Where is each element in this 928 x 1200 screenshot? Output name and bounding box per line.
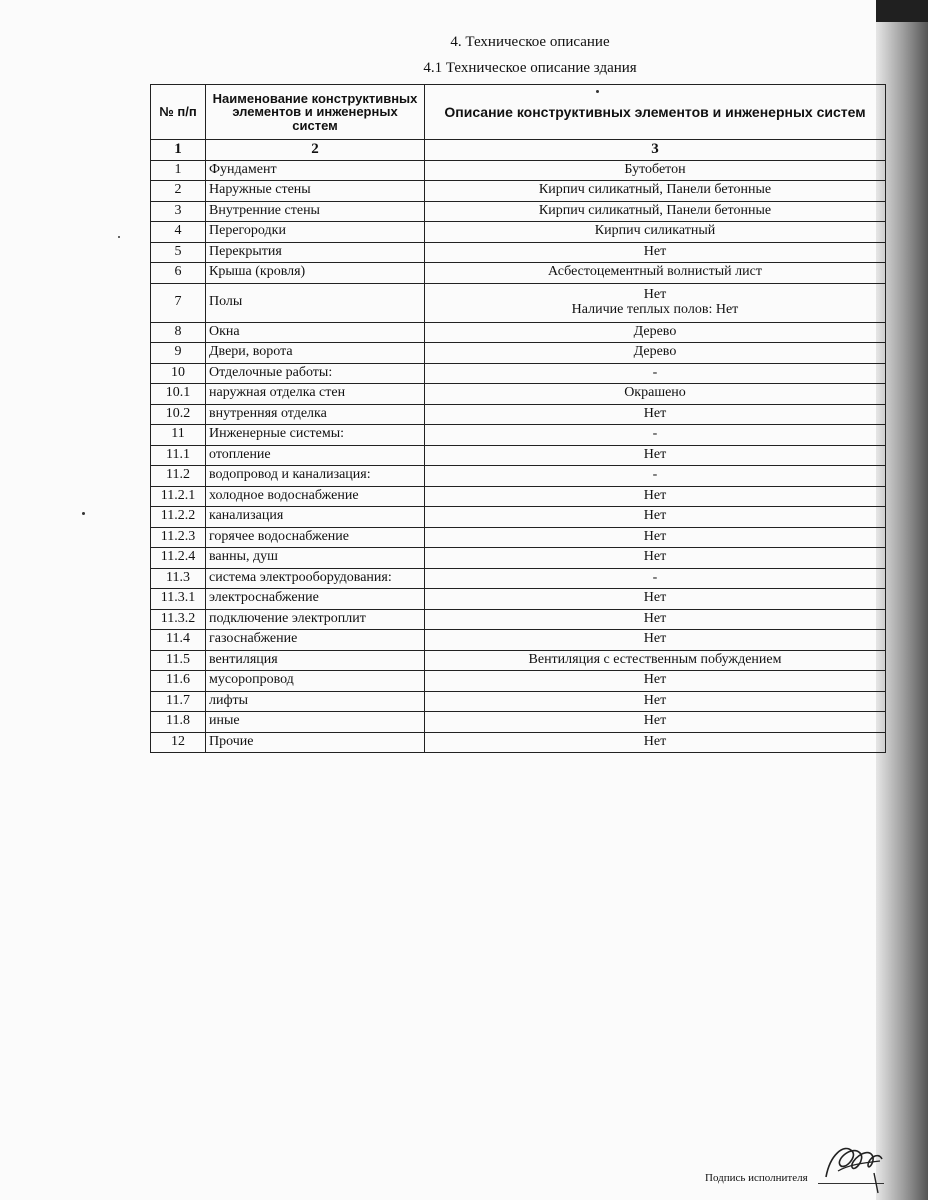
row-number: 5: [151, 242, 206, 263]
row-number: 1: [151, 160, 206, 181]
technical-description-table: [150, 84, 886, 753]
scan-speck: [596, 90, 599, 93]
table-row: [151, 691, 886, 712]
row-number: 11.2.2: [151, 507, 206, 528]
description-text: Нет: [643, 528, 667, 544]
table-row: [151, 568, 886, 589]
description-text: Окрашено: [624, 385, 686, 401]
description-text: Нет: [643, 610, 667, 626]
handwritten-signature: [818, 1125, 888, 1195]
description-text: Нет: [643, 243, 667, 259]
description-text: Вентиляция с естественным побуждением: [528, 651, 782, 667]
element-description: [425, 466, 886, 487]
row-number: 11.3.2: [151, 609, 206, 630]
table-row: [151, 609, 886, 630]
element-name: Фундамент: [206, 160, 425, 181]
element-name: Полы: [206, 283, 425, 322]
table-row: [151, 650, 886, 671]
element-name: система электрооборудования:: [206, 568, 425, 589]
subsection-title: 4.1 Техническое описание здания: [423, 60, 637, 76]
row-number: 4: [151, 222, 206, 243]
description-text: Нет: [643, 487, 667, 503]
row-number: 11.6: [151, 671, 206, 692]
row-number: 8: [151, 322, 206, 343]
row-number: 3: [151, 201, 206, 222]
row-number: 11: [151, 425, 206, 446]
section-title: 4. Техническое описание: [450, 34, 610, 50]
element-name: Прочие: [206, 732, 425, 753]
description-text: Кирпич силикатный: [594, 223, 716, 239]
element-name: отопление: [206, 445, 425, 466]
description-text: Нет: [643, 286, 667, 302]
element-name: лифты: [206, 691, 425, 712]
description-text: -: [652, 569, 658, 585]
table-row: [151, 507, 886, 528]
element-name: внутренняя отделка: [206, 404, 425, 425]
row-number: 12: [151, 732, 206, 753]
table-row: [151, 589, 886, 610]
element-name: ванны, душ: [206, 548, 425, 569]
scan-speck: [118, 236, 120, 238]
element-description: [425, 201, 886, 222]
row-number: 10.2: [151, 404, 206, 425]
element-description: [425, 609, 886, 630]
column-number: 2: [206, 140, 425, 161]
description-text: Нет: [643, 631, 667, 647]
description-text: Кирпич силикатный, Панели бетонные: [538, 202, 772, 218]
element-name: Внутренние стены: [206, 201, 425, 222]
signature-label: Подпись исполнителя: [705, 1172, 808, 1184]
element-description: [425, 486, 886, 507]
table-row: [151, 466, 886, 487]
element-description: [425, 322, 886, 343]
element-description: [425, 527, 886, 548]
element-description: [425, 160, 886, 181]
row-number: 11.7: [151, 691, 206, 712]
table-row: [151, 732, 886, 753]
element-description: [425, 384, 886, 405]
element-description: [425, 283, 886, 322]
table-header-row: [151, 85, 886, 140]
element-description: [425, 222, 886, 243]
row-number: 11.5: [151, 650, 206, 671]
description-text: Нет: [643, 446, 667, 462]
element-description: [425, 691, 886, 712]
element-description: [425, 445, 886, 466]
row-number: 6: [151, 263, 206, 284]
element-name: Отделочные работы:: [206, 363, 425, 384]
element-name: холодное водоснабжение: [206, 486, 425, 507]
element-description: [425, 650, 886, 671]
element-name: Окна: [206, 322, 425, 343]
column-number: 3: [425, 140, 886, 161]
element-description: [425, 507, 886, 528]
element-name: подключение электроплит: [206, 609, 425, 630]
row-number: 11.3: [151, 568, 206, 589]
scan-dark-corner: [876, 0, 928, 22]
row-number: 11.4: [151, 630, 206, 651]
element-name: Перегородки: [206, 222, 425, 243]
table-body: [151, 140, 886, 753]
table-row: [151, 384, 886, 405]
description-text: -: [652, 467, 658, 483]
element-name: газоснабжение: [206, 630, 425, 651]
element-name: иные: [206, 712, 425, 733]
element-name: Инженерные системы:: [206, 425, 425, 446]
description-text: Нет: [643, 672, 667, 688]
table-row: [151, 527, 886, 548]
column-number: 1: [151, 140, 206, 161]
element-description: [425, 425, 886, 446]
element-description: [425, 181, 886, 202]
description-text: Нет: [643, 713, 667, 729]
description-text: Кирпич силикатный, Панели бетонные: [538, 182, 772, 198]
element-name: Крыша (кровля): [206, 263, 425, 284]
table-row: [151, 712, 886, 733]
row-number: 10.1: [151, 384, 206, 405]
table-row: [151, 363, 886, 384]
table-row: [151, 630, 886, 651]
table-row: [151, 548, 886, 569]
row-number: 11.2.4: [151, 548, 206, 569]
description-text: Нет: [643, 692, 667, 708]
table-row: [151, 671, 886, 692]
description-text: -: [652, 426, 658, 442]
table-row: [151, 222, 886, 243]
description-text: Асбестоцементный волнистый лист: [548, 264, 762, 280]
table-row: [151, 181, 886, 202]
row-number: 11.2: [151, 466, 206, 487]
table-row: [151, 445, 886, 466]
description-text: Дерево: [633, 323, 677, 339]
row-number: 9: [151, 343, 206, 364]
header-description: Описание конструктивных элементов и инженерных систем: [425, 85, 886, 140]
element-description: [425, 263, 886, 284]
row-number: 10: [151, 363, 206, 384]
table-row: [151, 404, 886, 425]
table-row: [151, 425, 886, 446]
element-name: наружная отделка стен: [206, 384, 425, 405]
element-description: [425, 589, 886, 610]
element-name: вентиляция: [206, 650, 425, 671]
element-name: Двери, ворота: [206, 343, 425, 364]
table-row: [151, 263, 886, 284]
row-number: 11.8: [151, 712, 206, 733]
description-text: Нет: [643, 590, 667, 606]
header-number: № п/п: [151, 85, 206, 140]
element-description: [425, 630, 886, 651]
row-number: 2: [151, 181, 206, 202]
element-description: [425, 732, 886, 753]
scan-speck: [82, 512, 85, 515]
column-number-row: [151, 140, 886, 161]
table-row: [151, 343, 886, 364]
table-row: [151, 201, 886, 222]
element-description: [425, 343, 886, 364]
description-text-extra: Наличие теплых полов: Нет: [571, 301, 739, 317]
element-name: канализация: [206, 507, 425, 528]
description-text: Дерево: [633, 344, 677, 360]
element-description: [425, 712, 886, 733]
row-number: 11.2.1: [151, 486, 206, 507]
element-name: горячее водоснабжение: [206, 527, 425, 548]
element-name: Перекрытия: [206, 242, 425, 263]
description-text: Нет: [643, 733, 667, 749]
description-text: -: [652, 364, 658, 380]
row-number: 7: [151, 283, 206, 322]
row-number: 11.2.3: [151, 527, 206, 548]
element-description: [425, 242, 886, 263]
element-description: [425, 363, 886, 384]
header-element-name: Наименование конструктивных элементов и инженерных систем: [206, 85, 425, 140]
description-text: Нет: [643, 508, 667, 524]
element-name: Наружные стены: [206, 181, 425, 202]
description-text: Бутобетон: [624, 161, 686, 177]
element-name: водопровод и канализация:: [206, 466, 425, 487]
element-description: [425, 568, 886, 589]
table-row: [151, 283, 886, 322]
description-text: Нет: [643, 549, 667, 565]
table-row: [151, 322, 886, 343]
element-name: мусоропровод: [206, 671, 425, 692]
description-text: Нет: [643, 405, 667, 421]
element-description: [425, 671, 886, 692]
row-number: 11.1: [151, 445, 206, 466]
row-number: 11.3.1: [151, 589, 206, 610]
element-description: [425, 404, 886, 425]
element-description: [425, 548, 886, 569]
table-row: [151, 160, 886, 181]
element-name: электроснабжение: [206, 589, 425, 610]
table-row: [151, 486, 886, 507]
table-row: [151, 242, 886, 263]
